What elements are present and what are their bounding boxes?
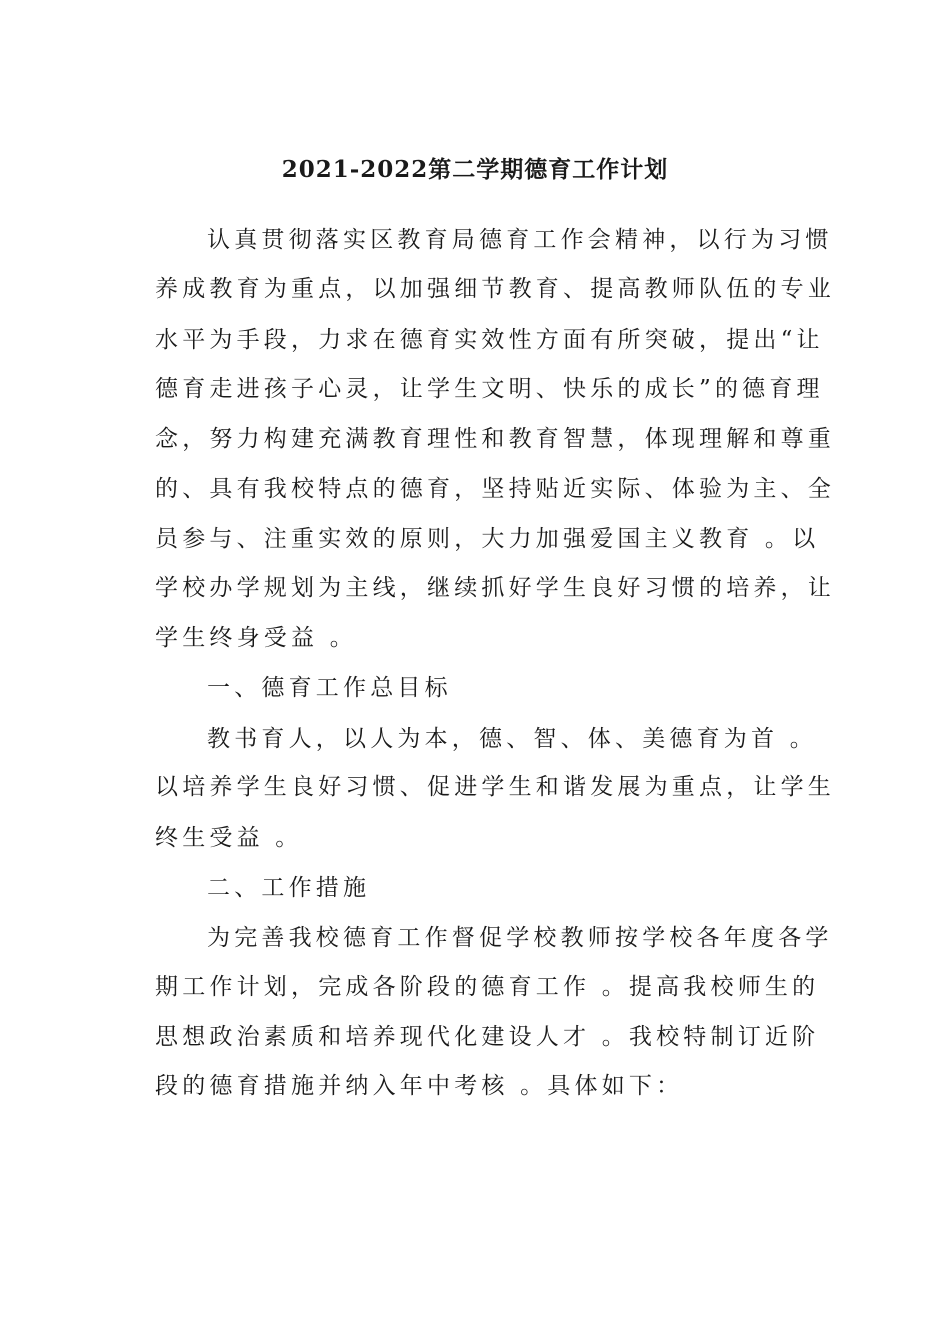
section1-line-1: 教书育人，以人为本，德、智、体、美德育为首 。 xyxy=(207,726,817,752)
section2-line-3: 思想政治素质和培养现代化建设人才 。我校特制订近阶 xyxy=(155,1024,820,1050)
intro-line-4: 德育走进孩子心灵，让学生文明、快乐的成长”的德育理 xyxy=(155,376,824,402)
intro-line-3: 水平为手段，力求在德育实效性方面有所突破，提出“让 xyxy=(155,327,824,353)
intro-line-2: 养成教育为重点，以加强细节教育、提高教师队伍的专业 xyxy=(155,276,835,302)
section1-line-2: 以培养学生良好习惯、促进学生和谐发展为重点，让学生 xyxy=(155,774,835,800)
document-title: 2021-2022第二学期德育工作计划 xyxy=(281,156,669,183)
section1-line-3: 终生受益 。 xyxy=(155,825,303,851)
intro-line-8: 学校办学规划为主线，继续抓好学生良好习惯的培养，让 xyxy=(155,575,835,601)
section2-line-2: 期工作计划，完成各阶段的德育工作 。提高我校师生的 xyxy=(155,974,820,1000)
section1-heading: 一、德育工作总目标 xyxy=(207,675,452,701)
intro-line-7: 员参与、注重实效的原则，大力加强爱国主义教育 。以 xyxy=(155,526,820,552)
section2-heading: 二、工作措施 xyxy=(207,875,371,901)
section2-line-4: 段的德育措施并纳入年中考核 。具体如下： xyxy=(155,1073,684,1099)
intro-line-9: 学生终身受益 。 xyxy=(155,625,357,651)
section2-line-1: 为完善我校德育工作督促学校教师按学校各年度各学 xyxy=(207,925,833,951)
intro-line-6: 的、具有我校特点的德育，坚持贴近实际、体验为主、全 xyxy=(155,476,835,502)
intro-line-1: 认真贯彻落实区教育局德育工作会精神，以行为习惯 xyxy=(207,227,833,253)
intro-line-5: 念，努力构建充满教育理性和教育智慧，体现理解和尊重 xyxy=(155,426,835,452)
